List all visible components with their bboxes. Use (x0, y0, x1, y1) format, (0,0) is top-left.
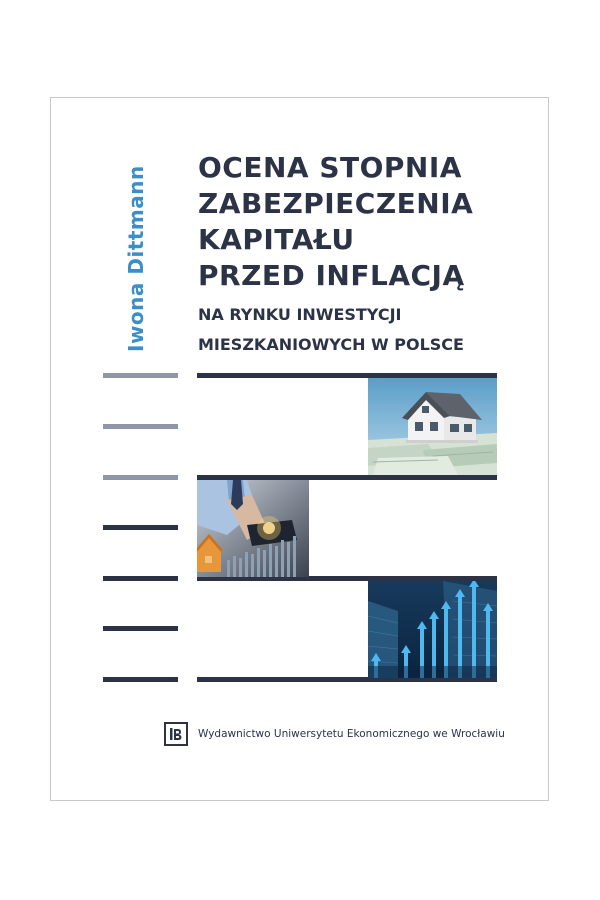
title-line-3: KAPITAŁU (198, 223, 355, 256)
businessman-growth-chart-photo (197, 480, 309, 577)
decorative-tick (103, 373, 178, 378)
rising-arrows-skyscrapers-photo (368, 581, 497, 678)
decorative-tick (103, 576, 178, 581)
decorative-tick (103, 525, 178, 530)
title-line-1: OCENA STOPNIA (198, 151, 462, 184)
publisher (164, 722, 505, 746)
publisher-logo-icon (164, 722, 188, 746)
book-title (198, 150, 473, 294)
title-line-4: PRZED INFLACJĄ (198, 259, 465, 292)
subtitle-line-1: NA RYNKU INWESTYCJI (198, 305, 402, 324)
publisher-name: Wydawnictwo Uniwersytetu Ekonomicznego we Wrocławiu (198, 728, 505, 740)
decorative-tick (103, 424, 178, 429)
title-line-2: ZABEZPIECZENIA (198, 187, 474, 220)
decorative-tick (103, 626, 178, 631)
subtitle-line-2: MIESZKANIOWYCH W POLSCE (198, 335, 464, 354)
author-name: Iwona Dittmann (124, 165, 148, 352)
book-subtitle (198, 300, 464, 360)
decorative-tick (103, 475, 178, 480)
house-on-money-photo (368, 378, 497, 475)
decorative-tick (103, 677, 178, 682)
